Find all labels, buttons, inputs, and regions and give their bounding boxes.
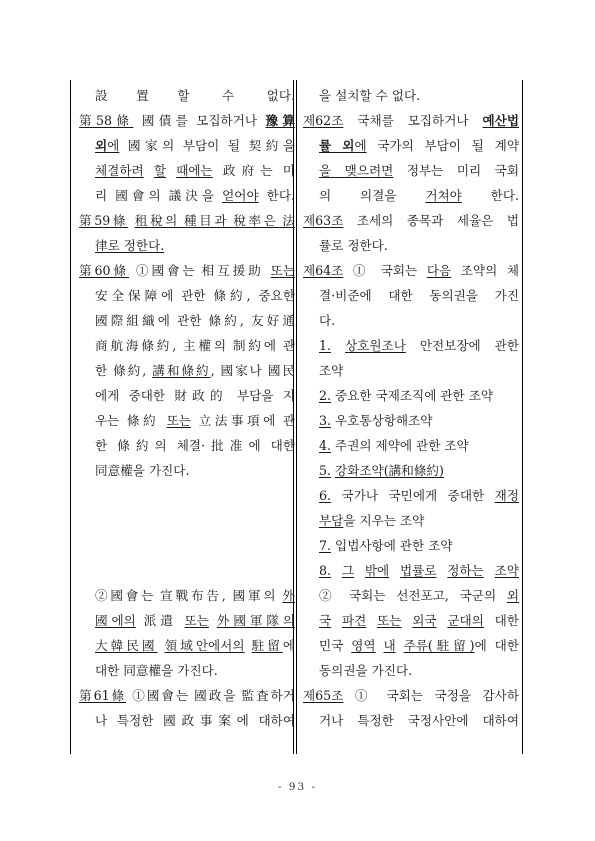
new-text-line: 동의권을 가진다. bbox=[319, 663, 413, 678]
new-text-line: ② 국회는 선전포고, 국군의 외 bbox=[319, 588, 519, 603]
old-text-line: 第58條 國債를 모집하거나 豫算 bbox=[79, 113, 295, 128]
old-text-line: 商航海條約, 主權의 制約에 관 bbox=[95, 338, 295, 353]
new-text-line: 제63조 조세의 종목과 세율은 법 bbox=[303, 213, 519, 228]
old-text-line: 나 특정한 國政事案에 대하여 bbox=[95, 713, 295, 728]
old-text-line: 設置할 수 없다. bbox=[95, 88, 295, 103]
new-text-line: 5. 강화조약(講和條約) bbox=[319, 463, 444, 478]
old-text-line: 第59條 租稅의 種目과 稅率은 法 bbox=[79, 213, 295, 228]
new-text-line: 7. 입법사항에 관한 조약 bbox=[319, 538, 453, 553]
new-text-line: 제64조 ① 국회는 다음 조약의 체 bbox=[303, 263, 519, 278]
new-text-line: 을 맺으려면 정부는 미리 국회 bbox=[319, 163, 519, 178]
new-text-line: 4. 주권의 제약에 관한 조약 bbox=[319, 438, 469, 453]
old-text-line: 大韓民國 領域안에서의 駐留에 bbox=[95, 638, 295, 653]
old-text-line: 安全保障에 관한 條約, 중요한 bbox=[95, 288, 295, 303]
old-text-line: 외에 國家의 부담이 될 契約을 bbox=[95, 138, 295, 153]
old-text-line: 체결하려 할 때에는 政府는 미 bbox=[95, 163, 295, 178]
old-text-line: 대한 同意權을 가진다. bbox=[95, 663, 218, 678]
old-text-line: 리 國會의 議決을 얻어야 한다. bbox=[95, 188, 295, 203]
new-text-line: 부담을 지우는 조약 bbox=[319, 513, 425, 528]
right-border-rule bbox=[522, 80, 523, 754]
new-text-line: 제65조 ① 국회는 국정을 감사하 bbox=[303, 688, 519, 703]
old-text-line: ②國會는 宣戰布告, 國軍의 外 bbox=[95, 588, 295, 603]
old-text-line: 同意權을 가진다. bbox=[95, 463, 190, 478]
old-text-line: 國際組織에 관한 條約, 友好通 bbox=[95, 313, 295, 328]
new-text-line: 조약 bbox=[319, 363, 344, 378]
old-text-line: 에게 중대한 財政的 부담을 지 bbox=[95, 388, 295, 403]
page-number: - 93 - bbox=[277, 781, 318, 793]
new-text-line: 결·비준에 대한 동의권을 가진 bbox=[319, 288, 519, 303]
new-text-line: 을 설치할 수 없다. bbox=[319, 88, 421, 103]
new-text-line: 8. 그 밖에 법률로 정하는 조약 bbox=[319, 563, 519, 578]
old-text-line: 우는 條約 또는 立法事項에 관 bbox=[95, 413, 295, 428]
old-text-line: 한 條約, 講和條約, 國家나 國民 bbox=[95, 363, 295, 378]
new-text-line: 2. 중요한 국제조직에 관한 조약 bbox=[319, 388, 494, 403]
old-text-line: 第60條 ①國會는 相互援助 또는 bbox=[79, 263, 295, 278]
new-text-line: 다. bbox=[319, 313, 336, 328]
old-text-line: 第61條 ①國會는 國政을 監査하거 bbox=[79, 688, 295, 703]
new-text-line: 률 외에 국가의 부담이 될 계약 bbox=[319, 138, 519, 153]
new-text-line: 6. 국가나 국민에게 중대한 재정 bbox=[319, 488, 519, 503]
new-text-line: 의 의결을 거쳐야 한다. bbox=[319, 188, 519, 203]
center-double-rule-b bbox=[296, 80, 297, 754]
new-text-line: 3. 우호통상항해조약 bbox=[319, 413, 433, 428]
old-text-line: 國에의 派遣 또는 外國軍隊의 bbox=[95, 613, 295, 628]
left-border-rule bbox=[70, 80, 71, 754]
new-text-line: 1. 상호원조나 안전보장에 관한 bbox=[319, 338, 519, 353]
new-text-line: 률로 정한다. bbox=[319, 238, 388, 253]
new-text-line: 민국 영역 내 주류(駐留)에 대한 bbox=[319, 638, 519, 653]
new-text-line: 국 파견 또는 외국 군대의 대한 bbox=[319, 613, 519, 628]
new-text-line: 제62조 국채를 모집하거나 예산법 bbox=[303, 113, 519, 128]
old-text-line: 律로 정한다. bbox=[95, 238, 165, 253]
old-text-line: 한 條約의 체결·批准에 대한 bbox=[95, 438, 295, 453]
new-text-line: 거나 특정한 국정사안에 대하여 bbox=[319, 713, 519, 728]
